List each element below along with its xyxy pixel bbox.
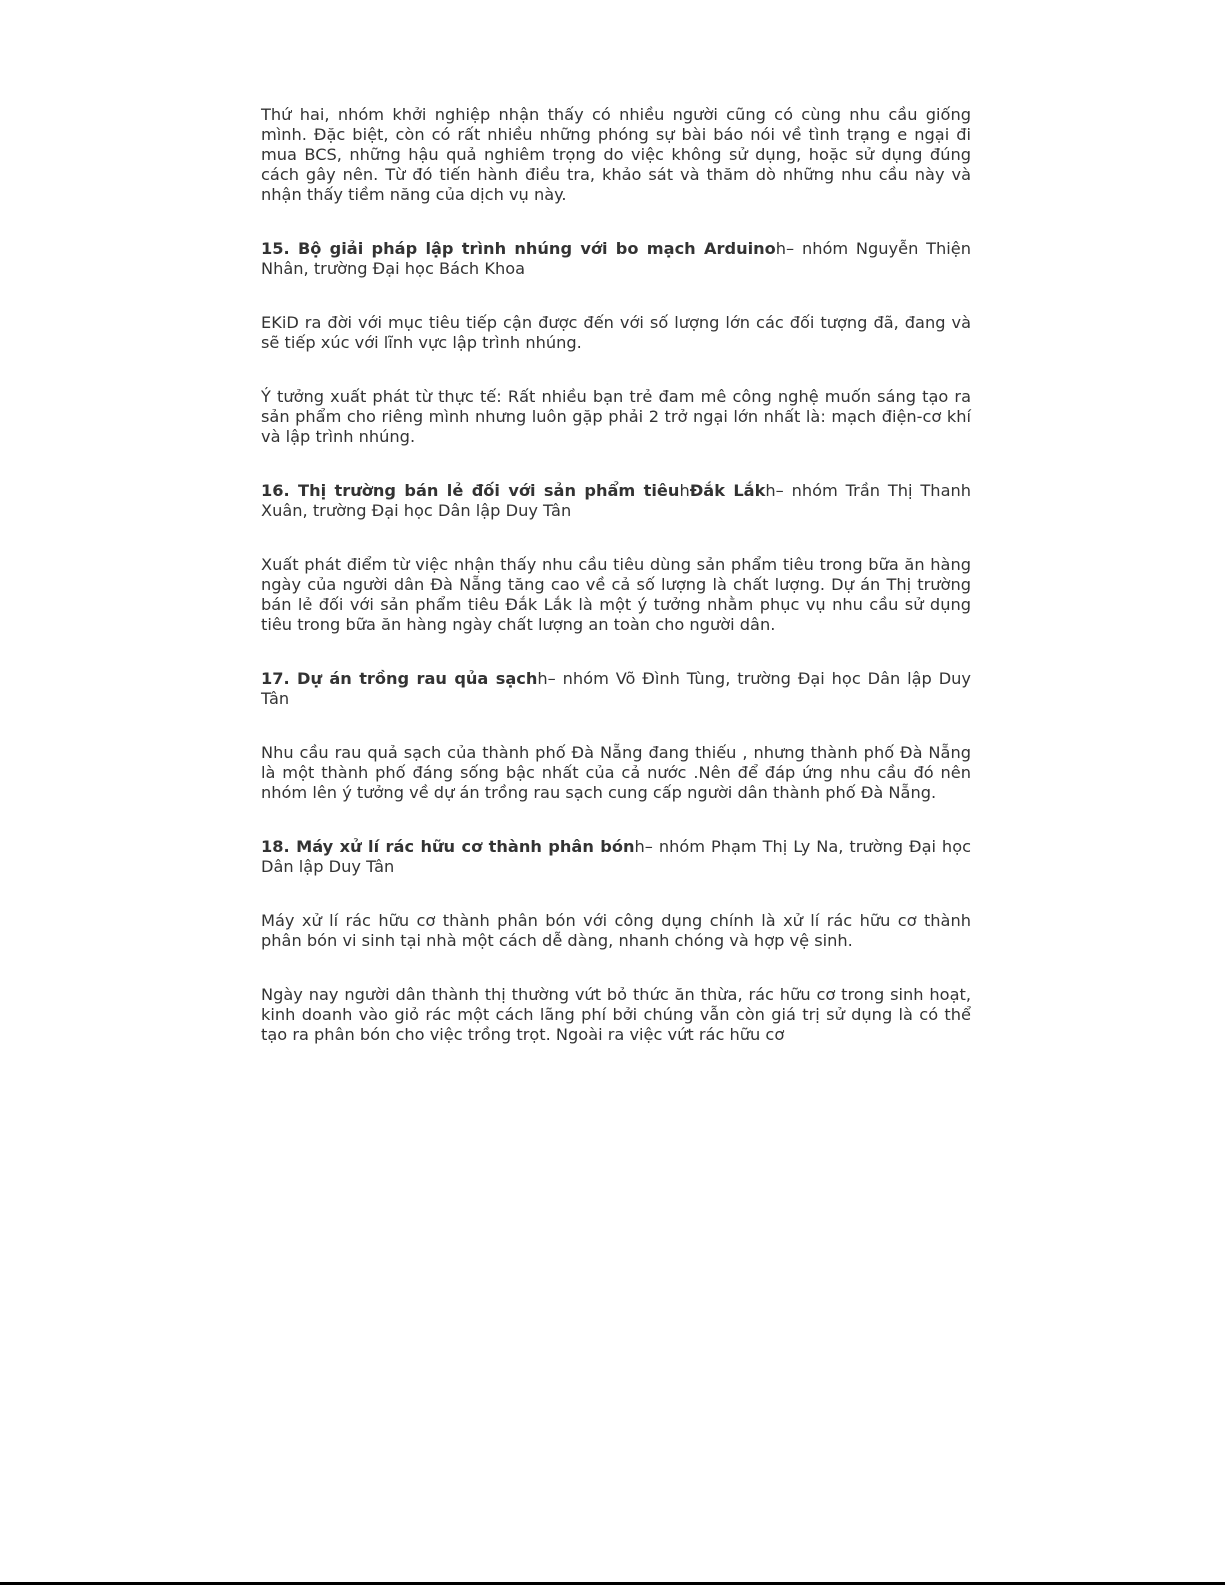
- item-17-heading: [261, 669, 971, 709]
- item-15-paragraph-1: EKiD ra đời với mục tiêu tiếp cận được đến với số lượng lớn các đối tượng đã, đang và sẽ tiếp xúc với lĩnh vực lập trình nhúng.: [261, 313, 971, 352]
- item-18-separator: h–: [634, 837, 659, 856]
- item-16-title-a: 16. Thị trường bán lẻ đối với sản phẩm tiêu: [261, 481, 680, 500]
- item-16-author: nhóm Trần Thị Thanh Xuân, trường Đại học Dân lập Duy Tân: [261, 481, 972, 520]
- item-18-author: nhóm Phạm Thị Ly Na, trường Đại học Dân lập Duy Tân: [261, 837, 971, 876]
- item-16-title-b: Đắk Lắk: [689, 481, 766, 500]
- item-18-paragraph-1: Máy xử lí rác hữu cơ thành phân bón với công dụng chính là xử lí rác hữu cơ thành phân bón vi sinh tại nhà một cách dễ dàng, nhanh chóng và hợp vệ sinh.: [261, 911, 971, 950]
- item-16-separator: h–: [765, 481, 792, 500]
- item-17-separator: h–: [537, 669, 563, 688]
- item-15-separator: h–: [775, 239, 802, 258]
- intro-paragraph: Thứ hai, nhóm khởi nghiệp nhận thấy có nhiều người cũng có cùng nhu cầu giống mình. Đặc biệt, còn có rất nhiều những phóng sự bài báo nói về tình trạng e ngại đi mua BCS, những hậu quả nghiêm trọng do việc không sử dụng, hoặc sử dụng đúng cách gây nên. Từ đó tiến hành điều tra, khảo sát và thăm dò những nhu cầu này và nhận thấy tiềm năng của dịch vụ này.: [261, 105, 971, 204]
- item-15-paragraph-2: Ý tưởng xuất phát từ thực tế: Rất nhiều bạn trẻ đam mê công nghệ muốn sáng tạo ra sản phẩm cho riêng mình nhưng luôn gặp phải 2 trở ngại lớn nhất là: mạch điện-cơ khí và lập trình nhúng.: [261, 387, 971, 446]
- item-18-paragraph-2: Ngày nay người dân thành thị thường vứt bỏ thức ăn thừa, rác hữu cơ trong sinh hoạt, kinh doanh vào giỏ rác một cách lãng phí bởi chúng vẫn còn giá trị sử dụng là có thể tạo ra phân bón cho việc trồng trọt. Ngoài ra việc vứt rác hữu cơ: [261, 985, 971, 1044]
- item-16-paragraph-1: Xuất phát điểm từ việc nhận thấy nhu cầu tiêu dùng sản phẩm tiêu trong bữa ăn hàng ngày của người dân Đà Nẵng tăng cao về cả số lượng là chất lượng. Dự án Thị trường bán lẻ đối với sản phẩm tiêu Đắk Lắk là một ý tưởng nhằm phục vụ nhu cầu sử dụng tiêu trong bữa ăn hàng ngày chất lượng an toàn cho người dân.: [261, 555, 971, 634]
- item-15-title: 15. Bộ giải pháp lập trình nhúng với bo mạch Arduino: [261, 239, 776, 258]
- item-17-author: nhóm Võ Đình Tùng, trường Đại học Dân lập Duy Tân: [261, 669, 971, 708]
- item-15-author: nhóm Nguyễn Thiện Nhân, trường Đại học Bách Khoa: [261, 239, 971, 278]
- item-16-mid: h: [679, 481, 690, 500]
- item-18-title: 18. Máy xử lí rác hữu cơ thành phân bón: [261, 837, 635, 856]
- item-15-heading: [261, 239, 971, 279]
- item-18-heading: [261, 837, 971, 877]
- item-17-title: 17. Dự án trồng rau qủa sạch: [261, 669, 538, 688]
- item-17-paragraph-1: Nhu cầu rau quả sạch của thành phố Đà Nẵng đang thiếu , nhưng thành phố Đà Nẵng là một thành phố đáng sống bậc nhất của cả nước .Nên để đáp ứng nhu cầu đó nên nhóm lên ý tưởng về dự án trồng rau sạch cung cấp người dân thành phố Đà Nẵng.: [261, 743, 971, 802]
- document-page: [261, 105, 971, 1079]
- item-16-heading: [261, 481, 971, 521]
